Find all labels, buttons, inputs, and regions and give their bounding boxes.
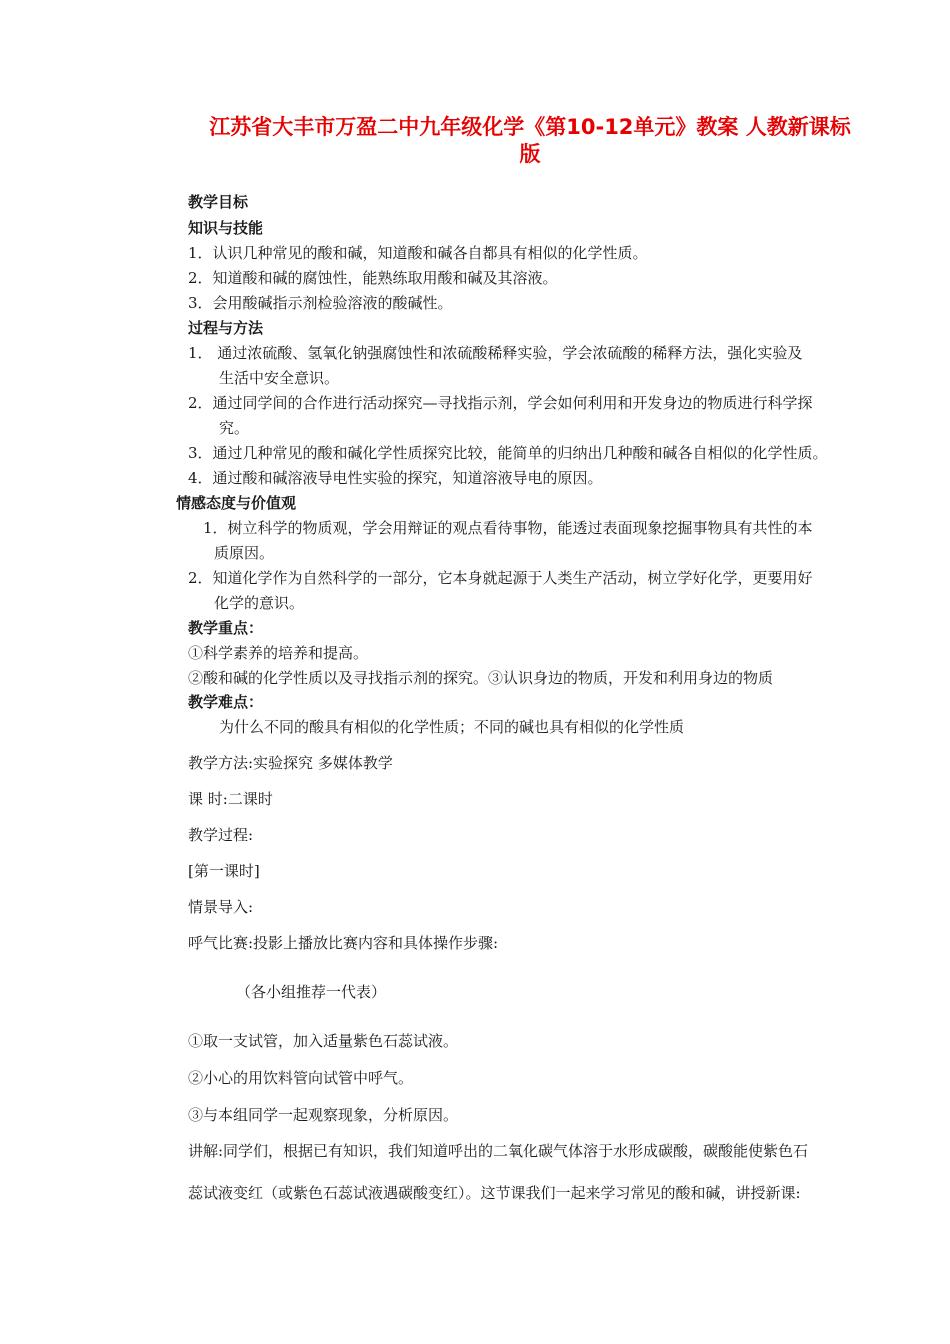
process-item-1-cont: 生活中安全意识。 [219, 369, 340, 387]
process-heading: 过程与方法 [188, 319, 264, 337]
key-points-heading: 教学重点： [188, 619, 264, 637]
difficulty-heading: 教学难点： [188, 693, 264, 711]
explanation-line-1: 讲解:同学们，根据已有知识，我们知道呼出的二氧化碳气体溶于水形成碳酸，碳酸能使紫色石 [188, 1142, 809, 1160]
attitude-item-1: 1．树立科学的物质观，学会用辩证的观点看待事物，能透过表面现象挖掘事物具有共性的本 [203, 519, 813, 537]
document-title-line1: 江苏省大丰市万盈二中九年级化学《第10-12单元》教案 人教新课标 [209, 115, 851, 139]
step-2: ②小心的用饮料管向试管中呼气。 [188, 1069, 414, 1087]
process-item-1: 1． 通过浓硫酸、氢氧化钠强腐蚀性和浓硫酸稀释实验，学会浓硫酸的稀释方法，强化实验及 [188, 344, 803, 362]
intro-label: 情景导入: [188, 898, 254, 916]
process-item-4: 4．通过酸和碱溶液导电性实验的探究，知道溶液导电的原因。 [188, 469, 603, 487]
procedure-label: 教学过程: [188, 826, 254, 844]
process-item-2: 2．通过同学间的合作进行活动探究—寻找指示剂，学会如何利用和开发身边的物质进行科学探 [188, 394, 813, 412]
knowledge-item-2: 2．知道酸和碱的腐蚀性，能熟练取用酸和碱及其溶液。 [188, 269, 558, 287]
knowledge-item-1: 1．认识几种常见的酸和碱，知道酸和碱各自都具有相似的化学性质。 [188, 244, 648, 262]
key-point-1: ①科学素养的培养和提高。 [188, 644, 369, 662]
knowledge-heading: 知识与技能 [188, 219, 264, 237]
class-hours: 课 时:二课时 [188, 790, 273, 808]
document-title [180, 114, 880, 168]
attitude-item-1-cont: 质原因。 [214, 544, 275, 562]
process-item-3: 3．通过几种常见的酸和碱化学性质探究比较，能简单的归纳出几种酸和碱各自相似的化学性质。 [188, 444, 828, 462]
goals-heading: 教学目标 [188, 193, 249, 211]
knowledge-item-3: 3．会用酸碱指示剂检验溶液的酸碱性。 [188, 294, 453, 312]
first-lesson-label: [第一课时] [188, 862, 260, 880]
explanation-line-2: 蕊试液变红（或紫色石蕊试液遇碳酸变红）。这节课我们一起来学习常见的酸和碱，讲授新课: [188, 1184, 801, 1202]
step-1: ①取一支试管，加入适量紫色石蕊试液。 [188, 1032, 459, 1050]
step-3: ③与本组同学一起观察现象，分析原因。 [188, 1106, 459, 1124]
contest-text: 呼气比赛:投影上播放比赛内容和具体操作步骤: [188, 934, 499, 952]
attitude-item-2-cont: 化学的意识。 [214, 594, 305, 612]
key-point-2: ②酸和碱的化学性质以及寻找指示剂的探究。③认识身边的物质，开发和利用身边的物质 [188, 669, 774, 687]
document-title-line2: 版 [519, 142, 541, 166]
process-item-2-cont: 究。 [219, 419, 250, 437]
teaching-method: 教学方法:实验探究 多媒体教学 [188, 754, 393, 772]
group-note: （各小组推荐一代表） [236, 983, 387, 1001]
difficulty-text: 为什么不同的酸具有相似的化学性质；不同的碱也具有相似的化学性质 [219, 718, 685, 736]
attitude-heading: 情感态度与价值观 [176, 494, 297, 512]
attitude-item-2: 2．知道化学作为自然科学的一部分，它本身就起源于人类生产活动，树立学好化学，更要用好 [188, 569, 813, 587]
